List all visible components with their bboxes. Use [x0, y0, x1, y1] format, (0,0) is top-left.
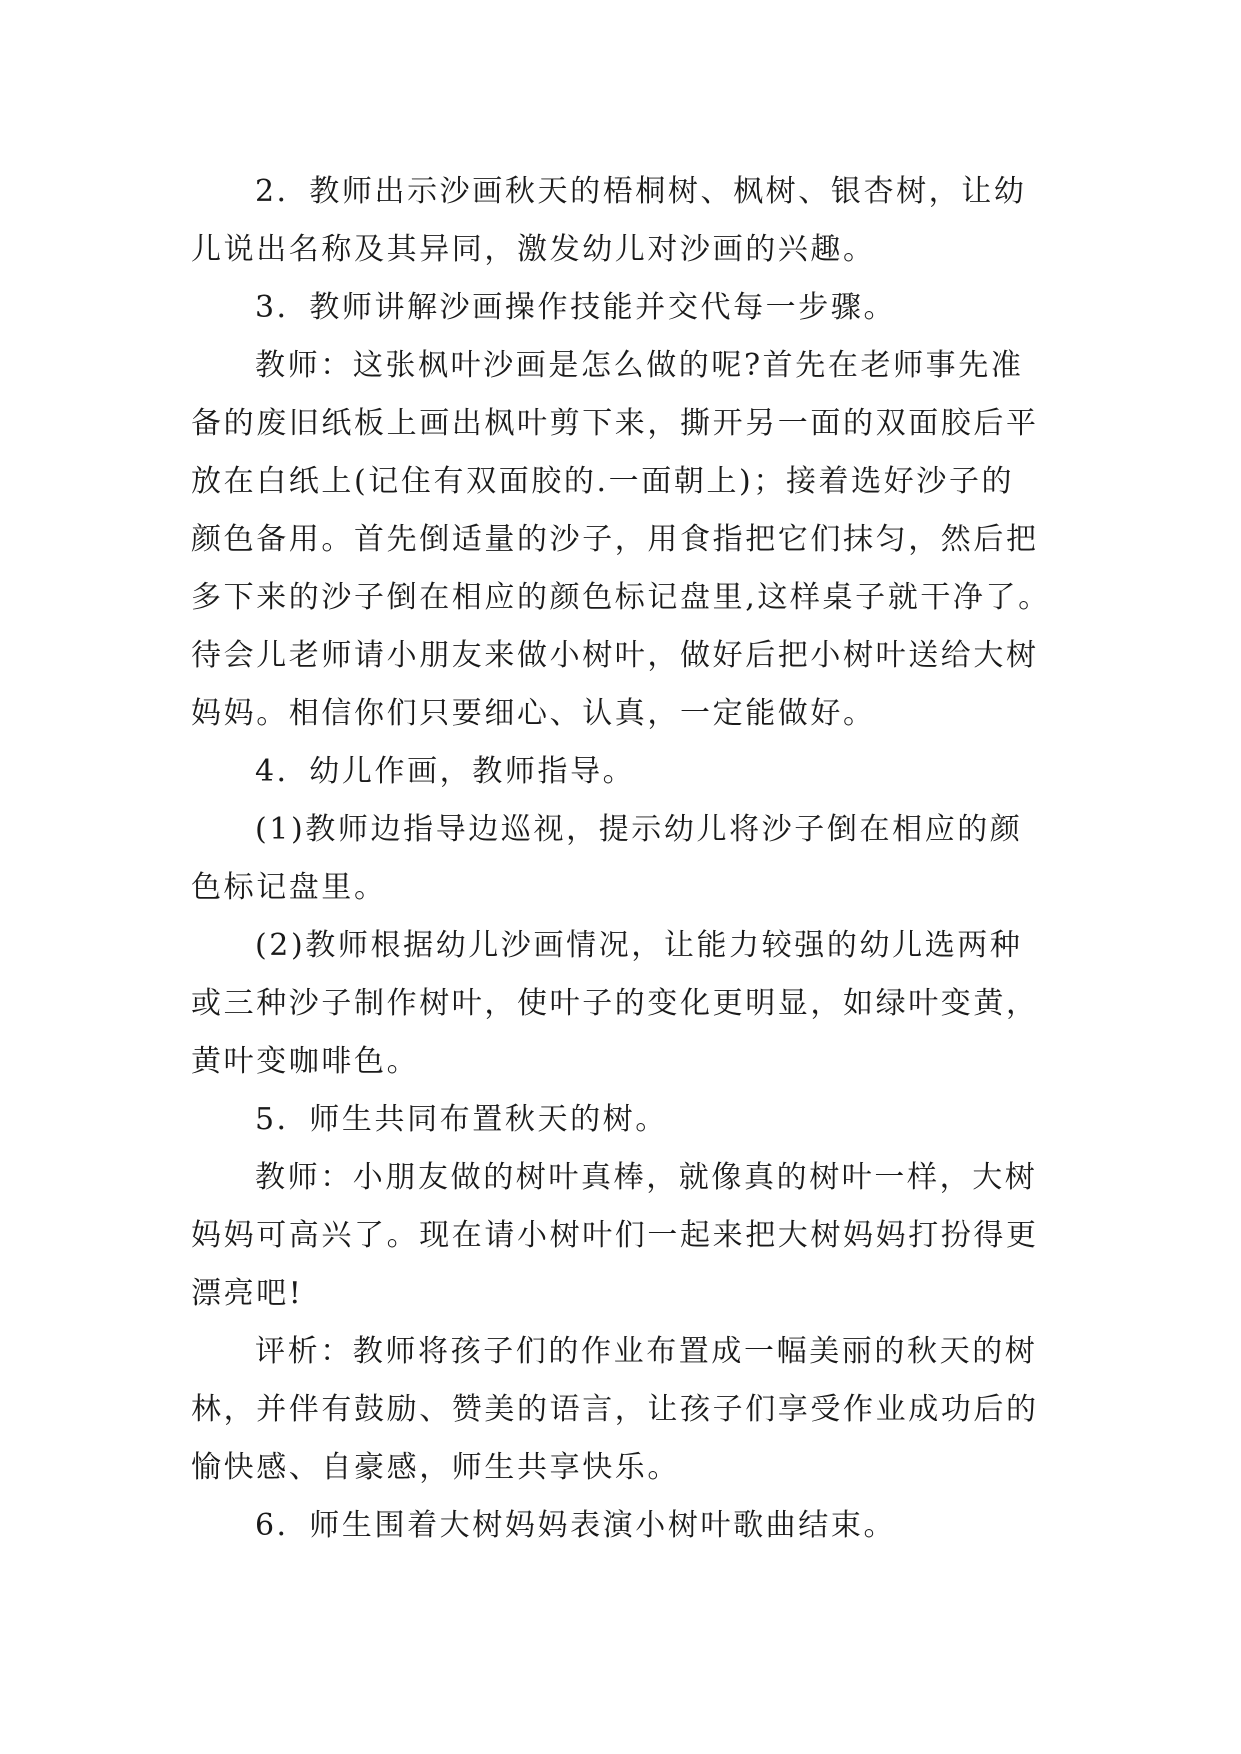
text-line: 漂亮吧! — [191, 1276, 304, 1311]
paragraph-step-5 — [191, 1091, 1053, 1149]
text-line: (2)教师根据幼儿沙画情况，让能力较强的幼儿选两种 — [255, 928, 1023, 963]
paragraph-step-3 — [191, 279, 1053, 337]
text-line: 颜色备用。首先倒适量的沙子，用食指把它们抹匀，然后把 — [191, 522, 1039, 557]
paragraph-step-4 — [191, 743, 1053, 801]
text-line: 待会儿老师请小朋友来做小树叶，做好后把小树叶送给大树 — [191, 638, 1039, 673]
text-line: 或三种沙子制作树叶，使叶子的变化更明显，如绿叶变黄， — [191, 986, 1039, 1021]
text-line: 评析：教师将孩子们的作业布置成一幅美丽的秋天的树 — [255, 1334, 1038, 1369]
text-line: 林，并伴有鼓励、赞美的语言，让孩子们享受作业成功后的 — [191, 1392, 1039, 1427]
text-line: 色标记盘里。 — [191, 870, 387, 905]
text-line: 5．师生共同布置秋天的树。 — [255, 1102, 668, 1137]
text-line: 教师：小朋友做的树叶真棒，就像真的树叶一样，大树 — [255, 1160, 1038, 1195]
paragraph-analysis — [191, 1323, 1053, 1497]
paragraph-step-2 — [191, 163, 1053, 279]
paragraph-substep-1 — [191, 801, 1053, 917]
text-line: 放在白纸上(记住有双面胶的.一面朝上)；接着选好沙子的 — [191, 464, 1015, 499]
text-line: 3．教师讲解沙画操作技能并交代每一步骤。 — [255, 290, 897, 325]
text-line: 4．幼儿作画，教师指导。 — [255, 754, 636, 789]
text-line: 备的废旧纸板上画出枫叶剪下来，撕开另一面的双面胶后平 — [191, 406, 1039, 441]
text-line: 愉快感、自豪感，师生共享快乐。 — [191, 1450, 680, 1485]
paragraph-teacher-praise — [191, 1149, 1053, 1323]
text-line: 教师：这张枫叶沙画是怎么做的呢?首先在老师事先准 — [255, 348, 1024, 383]
paragraph-teacher-explanation — [191, 337, 1053, 743]
document-body — [191, 163, 1053, 1555]
text-line: 妈妈。相信你们只要细心、认真，一定能做好。 — [191, 696, 876, 731]
text-line: 黄叶变咖啡色。 — [191, 1044, 420, 1079]
text-line: (1)教师边指导边巡视，提示幼儿将沙子倒在相应的颜 — [255, 812, 1023, 847]
text-line: 6．师生围着大树妈妈表演小树叶歌曲结束。 — [255, 1508, 897, 1543]
paragraph-step-6 — [191, 1497, 1053, 1555]
text-line: 妈妈可高兴了。现在请小树叶们一起来把大树妈妈打扮得更 — [191, 1218, 1039, 1253]
text-line: 儿说出名称及其异同，激发幼儿对沙画的兴趣。 — [191, 232, 876, 267]
text-line: 2．教师出示沙画秋天的梧桐树、枫树、银杏树，让幼 — [255, 174, 1027, 209]
text-line: 多下来的沙子倒在相应的颜色标记盘里,这样桌子就干净了。 — [191, 580, 1051, 615]
paragraph-substep-2 — [191, 917, 1053, 1091]
